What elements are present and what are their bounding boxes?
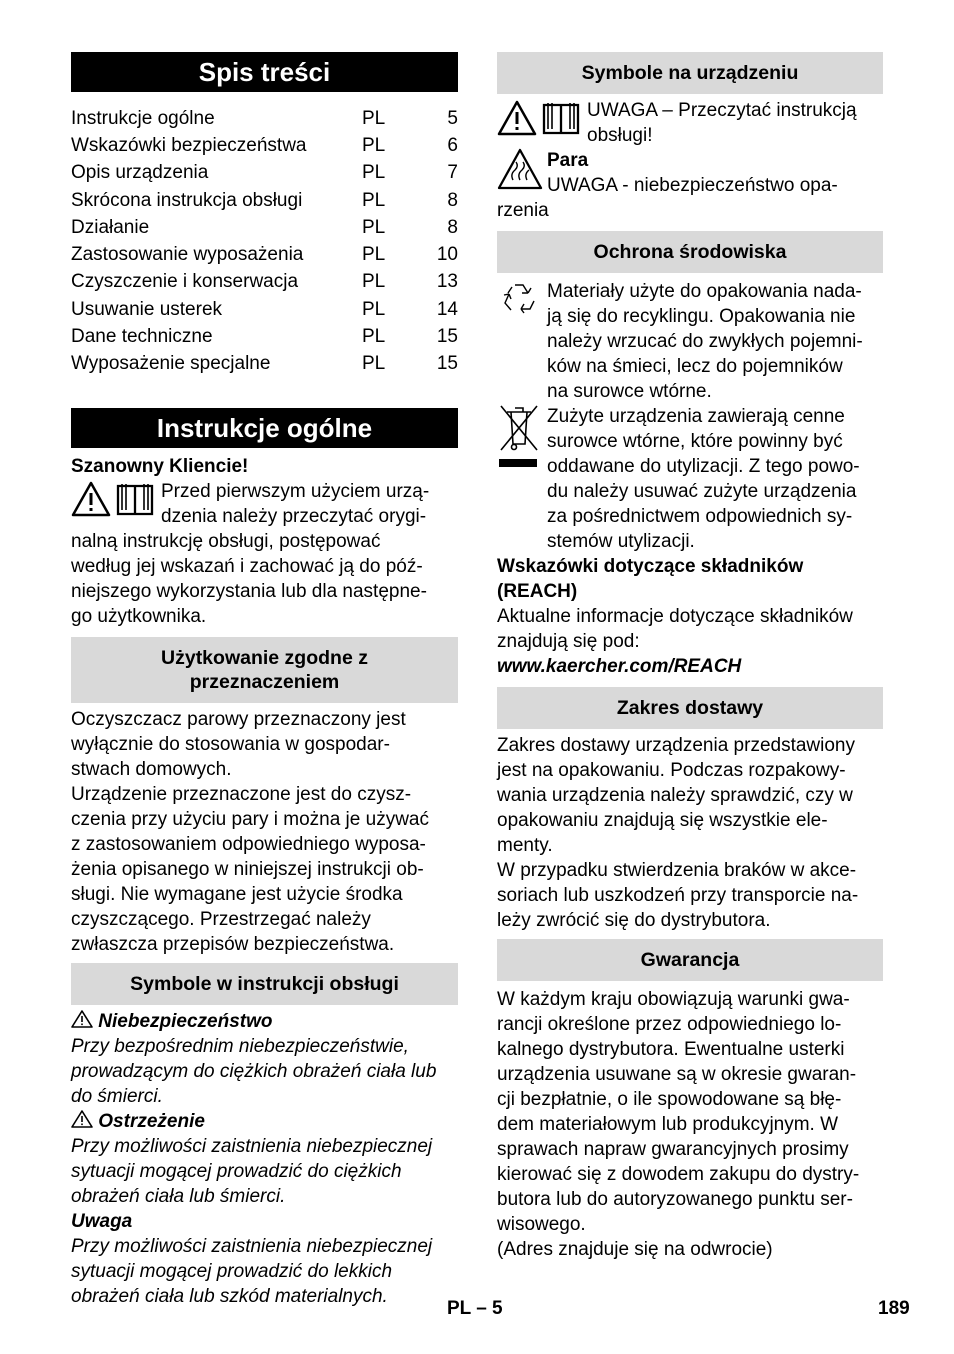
toc-entry-page: 6 <box>447 134 458 156</box>
intended-use-line: sługi. Nie wymagane jest użycie środka <box>71 883 403 905</box>
warranty-heading: Gwarancja <box>497 939 883 981</box>
danger-label-text: Niebezpieczeństwo <box>98 1010 273 1032</box>
weee-text-line: za pośrednictwem odpowiednich sy- <box>547 506 853 527</box>
toc-entry-lang: PL <box>362 134 386 156</box>
recycle-text-line: Materiały użyte do opakowania nada- <box>547 281 862 302</box>
steam-line: rzenia <box>497 200 549 221</box>
left-column <box>71 52 458 1309</box>
intended-use-line: z zastosowaniem odpowiedniego wyposa- <box>71 833 426 855</box>
toc-row[interactable] <box>71 214 458 241</box>
toc-entry-page: 10 <box>436 244 458 266</box>
toc-entry-title: Dane techniczne <box>71 326 213 348</box>
warranty-text-line: urządzenia usuwane są w okresie gwaran- <box>497 1064 857 1085</box>
footer-section: PL – 5 <box>447 1298 503 1319</box>
warning-triangle-icon <box>71 481 111 517</box>
steam-block <box>497 148 883 223</box>
delivery-text-line: leży zwrócić się do dystrybutora. <box>497 910 771 931</box>
caution-text-line: sytuacji mogącej prowadzić do lekkich <box>71 1260 393 1282</box>
danger-text-line: prowadzącym do ciężkich obrażeń ciała lub <box>71 1060 437 1082</box>
warning-text-line: sytuacji mogącej prowadzić do ciężkich <box>71 1160 402 1182</box>
intended-use-line: wyłącznie do stosowania w gospodar- <box>71 733 390 755</box>
toc-entry-lang: PL <box>362 216 386 238</box>
toc-entry-title: Wskazówki bezpieczeństwa <box>71 134 307 156</box>
toc-row[interactable] <box>71 323 458 350</box>
delivery-text-line: W przypadku stwierdzenia braków w akce- <box>497 860 857 881</box>
delivery-text-line: jest na opakowaniu. Podczas rozpakowy- <box>497 760 846 781</box>
recycle-text-line: na surowce wtórne. <box>547 381 712 402</box>
toc-entry-page: 15 <box>436 353 458 375</box>
toc-row[interactable] <box>71 351 458 378</box>
warning-label <box>71 1109 458 1134</box>
warranty-text-line: W każdym kraju obowiązują warunki gwa- <box>497 989 850 1010</box>
recycling-icon <box>497 279 541 319</box>
toc-entry-title: Zastosowanie wyposażenia <box>71 244 304 266</box>
environment-heading: Ochrona środowiska <box>497 231 883 273</box>
intro-line: Przed pierwszym użyciem urzą- <box>161 480 430 502</box>
intro-line: dzenia należy przeczytać orygi- <box>161 505 427 527</box>
warranty-text-line: sprawach napraw gwarancyjnych prosimy <box>497 1139 849 1160</box>
warranty-text-line: butora lub do autoryzowanego punktu ser- <box>497 1189 853 1210</box>
weee-text-line: oddawane do utylizacji. Z tego powo- <box>547 456 860 477</box>
toc-entry-title: Usuwanie usterek <box>71 298 223 320</box>
intended-use-text <box>71 707 458 957</box>
toc-entry-title: Czyszczenie i konserwacja <box>71 271 299 293</box>
toc-entry-page: 15 <box>436 326 458 348</box>
delivery-text-line: wania urządzenia należy sprawdzić, czy w <box>497 785 853 806</box>
intro-icons <box>71 481 155 517</box>
delivery-text-line: soriach lub uszkodzeń przy transporcie na- <box>497 885 859 906</box>
caution-label: Uwaga <box>71 1210 133 1232</box>
toc-entry-lang: PL <box>362 298 386 320</box>
danger-label <box>71 1009 458 1034</box>
intro-line: według jej wskazań i zachować ją do póź- <box>71 555 423 577</box>
general-heading: Instrukcje ogólne <box>71 408 458 448</box>
intended-use-heading <box>71 637 458 703</box>
read-manual-line: UWAGA – Przeczytać instrukcją <box>587 100 857 121</box>
reach-url[interactable]: www.kaercher.com/REACH <box>497 656 742 677</box>
weee-text-line: Zużyte urządzenia zawierają cenne <box>547 406 845 427</box>
intro-block <box>71 479 458 629</box>
toc-entry-lang: PL <box>362 162 386 184</box>
intended-use-line: czenia przy użyciu pary i można je używać <box>71 808 429 830</box>
weee-icon-cell <box>497 404 547 478</box>
recycle-block <box>497 279 883 404</box>
delivery-text-line: menty. <box>497 835 553 856</box>
toc-entry-page: 7 <box>447 162 458 184</box>
warranty-text-line: (Adres znajduje się na odwrocie) <box>497 1239 773 1260</box>
danger-text-line: do śmierci. <box>71 1085 163 1107</box>
manual-symbols-heading: Symbole w instrukcji obsługi <box>71 963 458 1005</box>
recycle-icon-cell <box>497 279 547 325</box>
warranty-text-line: dem materiałowym lub produkcyjnym. W <box>497 1114 839 1135</box>
caution-text-line: obrażeń ciała lub szkód materialnych. <box>71 1285 388 1307</box>
hot-steam-warning-icon <box>497 148 543 190</box>
warranty-text-line: rancji określone przez odpowiedniego lo- <box>497 1014 842 1035</box>
danger-text-line: Przy bezpośrednim niebezpieczeństwie, <box>71 1035 409 1057</box>
toc-table <box>71 105 458 378</box>
intended-use-line: żenia opisanego w niniejszej instrukcji ob- <box>71 858 424 880</box>
toc-entry-title: Skrócona instrukcja obsługi <box>71 189 303 211</box>
intended-use-line: Urządzenie przeznaczone jest do czysz- <box>71 783 412 805</box>
warning-triangle-icon <box>71 1110 93 1128</box>
toc-entry-title: Instrukcje ogólne <box>71 107 215 129</box>
toc-row[interactable] <box>71 160 458 187</box>
toc-entry-lang: PL <box>362 353 386 375</box>
toc-entry-lang: PL <box>362 271 386 293</box>
toc-entry-lang: PL <box>362 189 386 211</box>
delivery-text <box>497 733 883 933</box>
recycle-text-line: ją się do recyklingu. Opakowania nie <box>547 306 856 327</box>
toc-row[interactable] <box>71 269 458 296</box>
toc-entry-page: 5 <box>447 107 458 129</box>
warning-text-line: obrażeń ciała lub śmierci. <box>71 1185 286 1207</box>
toc-row[interactable] <box>71 187 458 214</box>
steam-label: Para <box>547 150 589 171</box>
weee-block <box>497 404 883 554</box>
warning-text-line: Przy możliwości zaistnienia niebezpiecznej <box>71 1135 433 1157</box>
warning-triangle-icon <box>71 1010 93 1028</box>
read-manual-line: obsługi! <box>587 125 653 146</box>
manual-book-icon <box>541 100 581 136</box>
weee-text-line: stemów utylizacji. <box>547 531 695 552</box>
intended-use-line: zwłaszcza przepisów bezpieczeństwa. <box>71 933 395 955</box>
toc-entry-lang: PL <box>362 244 386 266</box>
intro-line: go użytkownika. <box>71 605 207 627</box>
steam-line: UWAGA - niebezpieczeństwo opa- <box>547 175 838 196</box>
reach-heading-line: (REACH) <box>497 581 578 602</box>
delivery-text-line: Zakres dostawy urządzenia przedstawiony <box>497 735 856 756</box>
warranty-text-line: cji bezpłatnie, o ile spowodowane są błę- <box>497 1089 842 1110</box>
toc-entry-page: 8 <box>447 216 458 238</box>
toc-entry-lang: PL <box>362 107 386 129</box>
warranty-text-line: kalnego dystrybutora. Ewentualne usterki <box>497 1039 845 1060</box>
toc-entry-page: 8 <box>447 189 458 211</box>
weee-text-line: surowce wtórne, które powinny być <box>547 431 843 452</box>
toc-entry-title: Wyposażenie specjalne <box>71 353 271 375</box>
intended-use-line: czyszczącego. Przestrzegać należy <box>71 908 371 930</box>
toc-row[interactable] <box>71 296 458 323</box>
toc-row[interactable] <box>71 105 458 132</box>
crossed-bin-icon <box>497 404 541 472</box>
toc-entry-page: 14 <box>436 298 458 320</box>
read-manual-block <box>497 98 883 148</box>
intended-use-line: stwach domowych. <box>71 758 232 780</box>
toc-entry-title: Działanie <box>71 216 150 238</box>
delivery-text-line: opakowaniu znajdują się wszystkie ele- <box>497 810 828 831</box>
recycle-text-line: ków na śmieci, lecz do pojemników <box>547 356 843 377</box>
reach-text-line: Aktualne informacje dotyczące składników <box>497 606 853 627</box>
reach-heading-line: Wskazówki dotyczące składników <box>497 556 804 577</box>
toc-heading: Spis treści <box>71 52 458 92</box>
intro-line: niejszego wykorzystania lub dla następne- <box>71 580 427 602</box>
intended-use-heading-line: przeznaczeniem <box>189 670 340 693</box>
warranty-text-line: kierować się z dowodem zakupu do dystry- <box>497 1164 860 1185</box>
intended-use-heading-line: Użytkowanie zgodne z <box>161 646 368 669</box>
recycle-text-line: należy wrzucać do zwykłych pojemni- <box>547 331 863 352</box>
toc-entry-page: 13 <box>436 271 458 293</box>
right-column <box>497 52 883 1262</box>
greeting: Szanowny Kliencie! <box>71 455 249 477</box>
manual-book-icon <box>115 481 155 517</box>
warning-label-text: Ostrzeżenie <box>98 1110 205 1132</box>
toc-row[interactable] <box>71 132 458 159</box>
reach-text-line: znajdują się pod: <box>497 631 640 652</box>
intro-line: nalną instrukcję obsługi, postępować <box>71 530 381 552</box>
warning-triangle-icon <box>497 100 537 136</box>
caution-text-line: Przy możliwości zaistnienia niebezpiecznej <box>71 1235 433 1257</box>
intended-use-line: Oczyszczacz parowy przeznaczony jest <box>71 708 406 730</box>
weee-text-line: du należy usuwać zużyte urządzenia <box>547 481 857 502</box>
toc-entry-title: Opis urządzenia <box>71 162 209 184</box>
steam-icon-cell <box>497 148 547 196</box>
warranty-text-line: wisowego. <box>497 1214 586 1235</box>
warranty-text <box>497 987 883 1262</box>
toc-row[interactable] <box>71 241 458 268</box>
delivery-heading: Zakres dostawy <box>497 687 883 729</box>
read-manual-icons <box>497 100 581 136</box>
toc-entry-lang: PL <box>362 326 386 348</box>
footer-page-number: 189 <box>878 1298 910 1319</box>
device-symbols-heading: Symbole na urządzeniu <box>497 52 883 94</box>
